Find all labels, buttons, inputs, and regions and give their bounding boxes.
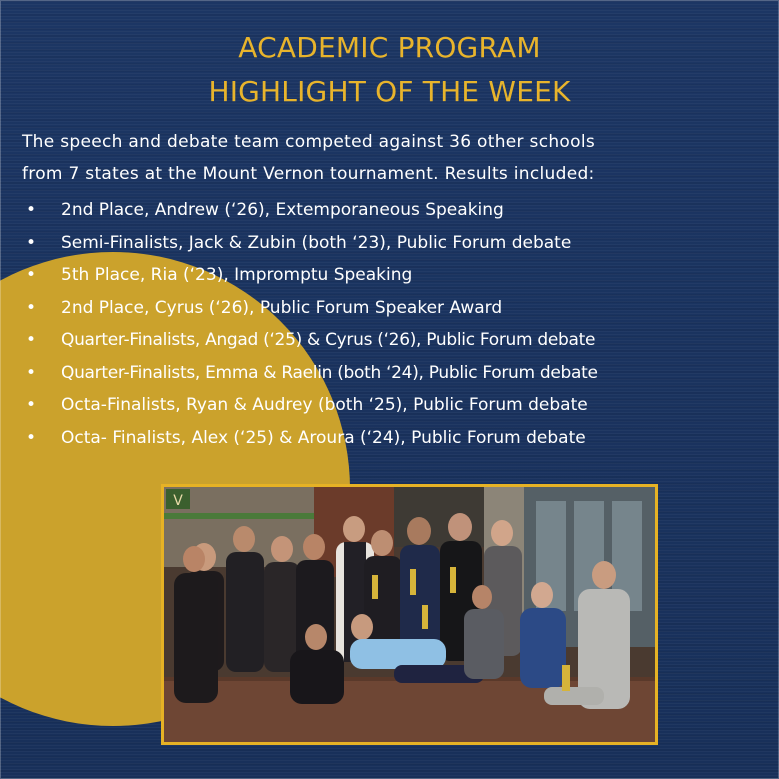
result-item: • 2nd Place, Andrew (‘26), Extemporaneous Speaking	[22, 194, 774, 227]
results-list	[22, 194, 774, 454]
team-photo-illustration	[164, 487, 655, 742]
intro-line-2: from 7 states at the Mount Vernon tournament. Results included:	[22, 164, 595, 184]
result-item: • Octa- Finalists, Alex (‘25) & Aroura (‘24), Public Forum debate	[22, 422, 774, 455]
slide-title	[0, 26, 779, 114]
result-item: • Quarter-Finalists, Emma & Raelin (both ‘24), Public Forum debate	[22, 357, 774, 390]
result-item: • 2nd Place, Cyrus (‘26), Public Forum Speaker Award	[22, 292, 774, 325]
intro-line-1: The speech and debate team competed against 36 other schools	[22, 132, 596, 152]
result-item: • Octa-Finalists, Ryan & Audrey (both ‘25), Public Forum debate	[22, 389, 774, 422]
title-line-1: ACADEMIC PROGRAM	[238, 31, 541, 64]
banner-letter: V	[173, 493, 183, 509]
result-item: • Semi-Finalists, Jack & Zubin (both ‘23), Public Forum debate	[22, 227, 774, 260]
intro-text	[22, 126, 774, 190]
result-item: • 5th Place, Ria (‘23), Impromptu Speaking	[22, 259, 774, 292]
result-item: • Quarter-Finalists, Angad (‘25) & Cyrus (‘26), Public Forum debate	[22, 324, 774, 357]
title-line-2: HIGHLIGHT OF THE WEEK	[208, 75, 571, 108]
team-photo	[161, 484, 658, 745]
